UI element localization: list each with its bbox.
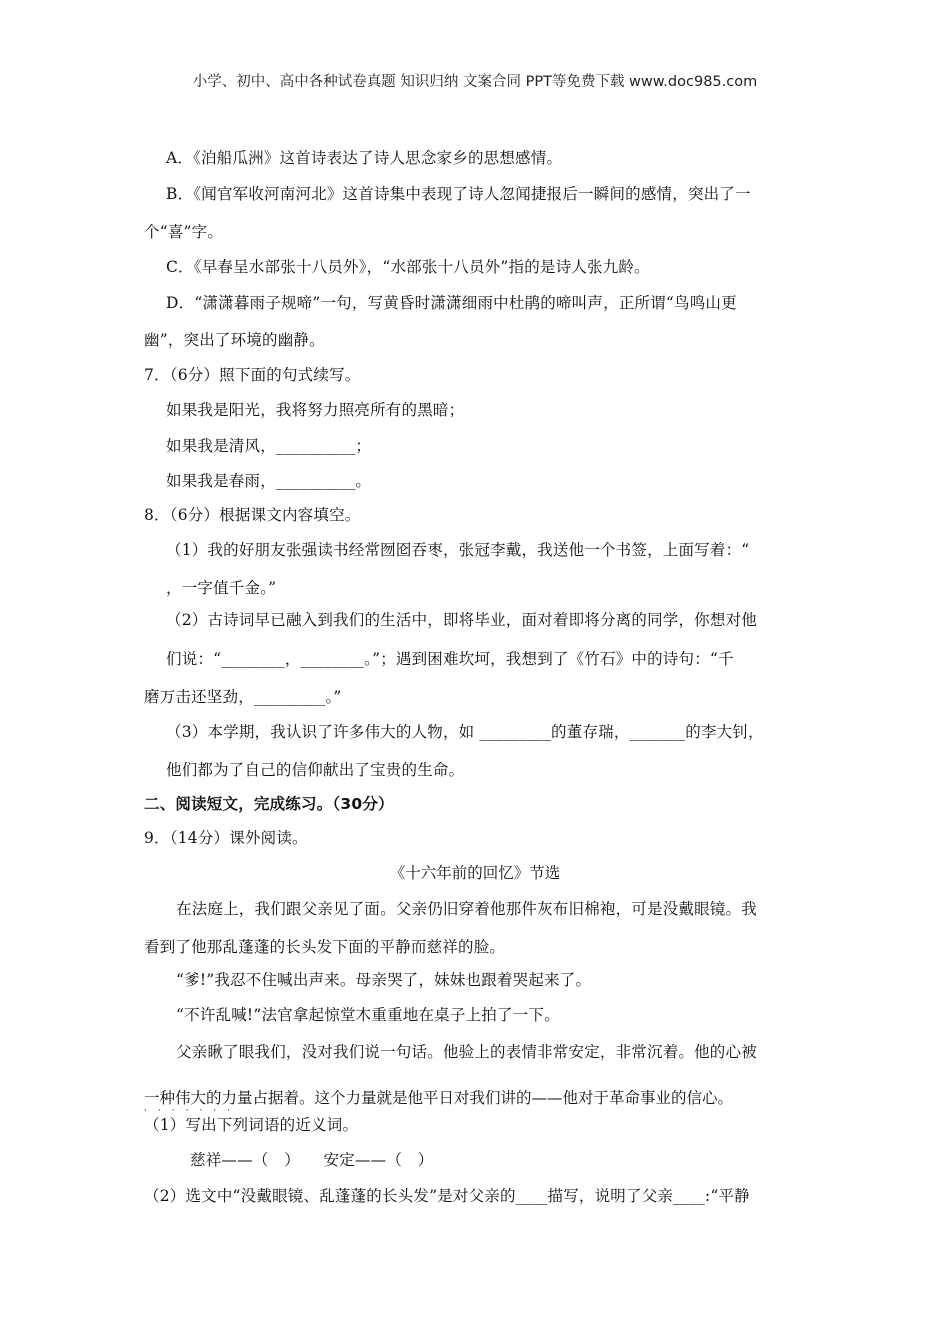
q8-part-2-cont2: 磨万击还坚劲，_________。” [144, 688, 342, 706]
q7-blank-1: 如果我是清风，__________； [166, 437, 372, 455]
q8-part-1-cont: ，一字值千金。” [166, 579, 277, 597]
option-a: A．《泊船瓜洲》这首诗表达了诗人思念家乡的思想感情。 [166, 149, 563, 167]
passage-para-4-rest: 占据着。这个力量就是他平日对我们讲的——他对于革命事业的信心。 [252, 1089, 734, 1107]
option-d-cont: 幽”，突出了环境的幽静。 [144, 331, 325, 349]
q8-part-3: （3）本学期，我认识了许多伟大的人物，如 _________的董存瑞，_______的李大钊， [166, 723, 764, 741]
page-header: 小学、初中、高中各种试卷真题 知识归纳 文案合同 PPT等免费下载 www.doc985.com [192, 74, 758, 90]
q8-part-2: （2）古诗词早已融入到我们的生活中，即将毕业，面对着即将分离的同学，你想对他 [166, 611, 757, 629]
passage-para-4: 父亲瞅了眼我们，没对我们说一句话。他验上的表情非常安定，非常沉着。他的心被 [176, 1043, 757, 1061]
passage-para-3: “不许乱喊!”法官拿起惊堂木重重地在桌子上拍了一下。 [176, 1006, 560, 1024]
passage-title: 《十六年前的回忆》节选 [389, 864, 561, 882]
emphasized-phrase: 一种伟大的力量 [144, 1089, 253, 1107]
q9-part-2: （2）选文中“没戴眼镜、乱蓬蓬的长头发”是对父亲的____描写，说明了父亲____:“平静 [144, 1187, 750, 1205]
emphasis-dots: ······· [144, 1106, 242, 1116]
option-c: C．《早春呈水部张十八员外》，“水部张十八员外”指的是诗人张九龄。 [166, 258, 650, 276]
q9-part-1: （1）写出下列词语的近义词。 [144, 1116, 359, 1134]
passage-para-1-cont: 看到了他那乱蓬蓬的长头发下面的平静而慈祥的脸。 [144, 938, 506, 956]
q8-part-1: （1）我的好朋友张强读书经常囫囵吞枣，张冠李戴，我送他一个书签，上面写着：“ [166, 541, 750, 559]
option-b-cont: 个“喜”字。 [144, 223, 224, 241]
q7-example: 如果我是阳光，我将努力照亮所有的黑暗； [166, 401, 465, 419]
passage-para-1: 在法庭上，我们跟父亲见了面。父亲仍旧穿着他那件灰布旧棉袍，可是没戴眼镜。我 [176, 900, 757, 918]
option-b: B．《闻官军收河南河北》这首诗集中表现了诗人忽闻捷报后一瞬间的感情，突出了一 [166, 185, 751, 203]
section-2-heading: 二、阅读短文，完成练习。（30分） [144, 795, 394, 813]
passage-para-2: “爹!”我忍不住喊出声来。母亲哭了，妹妹也跟着哭起来了。 [176, 971, 592, 989]
q7-blank-2: 如果我是春雨，__________。 [166, 472, 372, 490]
q9-part-1-items: 慈祥——（ ） 安定——（ ） [190, 1151, 434, 1169]
q8-part-2-cont: 们说：“________，________。”；遇到困难坎坷，我想到了《竹石》中的诗句：“千 [166, 650, 734, 668]
question-7: 7．（6分）照下面的句式续写。 [144, 366, 361, 384]
question-9: 9．（14分）课外阅读。 [144, 829, 308, 847]
question-8: 8．（6分）根据课文内容填空。 [144, 506, 361, 524]
q8-part-3-cont: 他们都为了自己的信仰献出了宝贵的生命。 [166, 761, 465, 779]
passage-para-4-cont [144, 1086, 733, 1108]
option-d: D．“潇潇暮雨子规啼”一句，写黄昏时潇潇细雨中杜鹃的啼叫声，正所谓“鸟鸣山更 [166, 294, 737, 312]
